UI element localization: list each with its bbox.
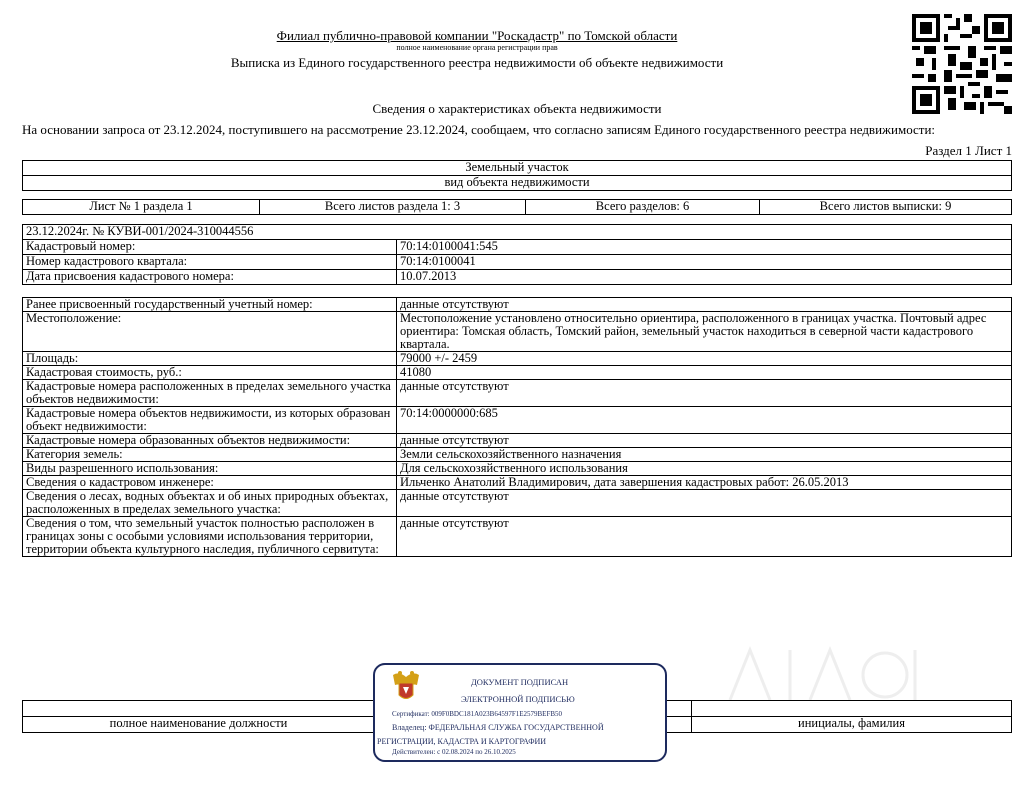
row-key: Местоположение: xyxy=(23,312,397,352)
stamp-owner-line-2: РЕГИСТРАЦИИ, КАДАСТРА И КАРТОГРАФИИ xyxy=(377,737,547,746)
stamp-line-2: ЭЛЕКТРОННОЙ ПОДПИСЬЮ xyxy=(461,694,575,704)
row-key: Категория земель: xyxy=(23,448,397,462)
row-value: 70:14:0000000:685 xyxy=(397,407,1012,434)
name-field xyxy=(692,701,1012,717)
row-value: 41080 xyxy=(397,366,1012,380)
org-caption: полное наименование органа регистрации прав xyxy=(396,43,558,52)
table-row xyxy=(23,462,1012,476)
row-value: 70:14:0100041 xyxy=(397,255,1012,270)
row-value: 70:14:0100041:545 xyxy=(397,240,1012,255)
row-value: Местоположение установлено относительно ориентира, расположенного в границах участка. Почтовый адрес ориентира: Томская область, Томский район, земельный участок находиться в северной части кадастрового квартала. xyxy=(397,312,1012,352)
object-kind-table xyxy=(22,160,1012,191)
stamp-owner-line-1: Владелец: ФЕДЕРАЛЬНАЯ СЛУЖБА ГОСУДАРСТВЕННОЙ xyxy=(392,723,604,732)
table-row xyxy=(23,490,1012,517)
properties-table xyxy=(22,297,1012,557)
row-key: Кадастровые номера образованных объектов недвижимости: xyxy=(23,434,397,448)
row-value: данные отсутствуют xyxy=(397,380,1012,407)
coat-of-arms-icon xyxy=(389,669,423,705)
position-field xyxy=(23,701,375,717)
row-key: Сведения о лесах, водных объектах и об иных природных объектах, расположенных в пределах земельного участка: xyxy=(23,490,397,517)
table-row xyxy=(23,517,1012,557)
row-value: Для сельскохозяйственного использования xyxy=(397,462,1012,476)
row-key: Виды разрешенного использования: xyxy=(23,462,397,476)
sheets-table xyxy=(22,199,1012,215)
org-name: Филиал публично-правовой компании "Роскадастр" по Томской области xyxy=(276,28,678,43)
row-value: 79000 +/- 2459 xyxy=(397,352,1012,366)
row-value: Земли сельскохозяйственного назначения xyxy=(397,448,1012,462)
stamp-line-1: ДОКУМЕНТ ПОДПИСАН xyxy=(471,677,569,687)
table-row xyxy=(23,312,1012,352)
name-caption: инициалы, фамилия xyxy=(692,717,1012,733)
object-kind-caption: вид объекта недвижимости xyxy=(23,176,1012,191)
row-value: 10.07.2013 xyxy=(397,270,1012,285)
row-value: данные отсутствуют xyxy=(397,490,1012,517)
table-row xyxy=(23,366,1012,380)
row-key: Кадастровый номер: xyxy=(23,240,397,255)
stamp-valid: Действителен: с 02.08.2024 по 26.10.2025 xyxy=(392,748,516,756)
extract-date-number: 23.12.2024г. № КУВИ-001/2024-310044556 xyxy=(23,225,1012,240)
table-row xyxy=(23,240,1012,255)
qr-code-icon xyxy=(912,14,1012,114)
row-key: Дата присвоения кадастрового номера: xyxy=(23,270,397,285)
stamp-certificate: Сертификат: 009F0BDC181A023B64597F1E2579BEFB50 xyxy=(392,710,563,718)
total-sections: Всего разделов: 6 xyxy=(526,200,760,215)
row-value: данные отсутствуют xyxy=(397,434,1012,448)
row-key: Кадастровая стоимость, руб.: xyxy=(23,366,397,380)
row-key: Площадь: xyxy=(23,352,397,366)
object-kind: Земельный участок xyxy=(23,161,1012,176)
table-row xyxy=(23,476,1012,490)
section-title: Сведения о характеристиках объекта недвижимости xyxy=(372,101,662,116)
row-key: Ранее присвоенный государственный учетный номер: xyxy=(23,298,397,312)
table-row xyxy=(23,434,1012,448)
section-sheet: Раздел 1 Лист 1 xyxy=(925,143,1012,158)
table-row xyxy=(23,270,1012,285)
row-key: Сведения о том, что земельный участок полностью расположен в границах зоны с особыми условиями использования территории, территории объекта культурного наследия, публичного сервитута: xyxy=(23,517,397,557)
table-row xyxy=(23,352,1012,366)
extract-title: Выписка из Единого государственного реестра недвижимости об объекте недвижимости xyxy=(230,55,724,70)
row-key: Кадастровые номера объектов недвижимости, из которых образован объект недвижимости: xyxy=(23,407,397,434)
total-extract-sheets: Всего листов выписки: 9 xyxy=(760,200,1012,215)
sheet-number: Лист № 1 раздела 1 xyxy=(23,200,260,215)
table-row xyxy=(23,255,1012,270)
position-caption: полное наименование должности xyxy=(23,717,375,733)
table-row xyxy=(23,380,1012,407)
table-row xyxy=(23,448,1012,462)
row-value: данные отсутствуют xyxy=(397,298,1012,312)
row-value: Ильченко Анатолий Владимирович, дата завершения кадастровых работ: 26.05.2013 xyxy=(397,476,1012,490)
request-basis: На основании запроса от 23.12.2024, поступившего на рассмотрение 23.12.2024, сообщаем, что согласно записям Единого государственного реестра недвижимости: xyxy=(22,122,936,137)
row-key: Сведения о кадастровом инженере: xyxy=(23,476,397,490)
row-key: Номер кадастрового квартала: xyxy=(23,255,397,270)
e-signature-stamp xyxy=(373,663,667,762)
main-table xyxy=(22,224,1012,285)
total-section-sheets: Всего листов раздела 1: 3 xyxy=(260,200,526,215)
table-row xyxy=(23,407,1012,434)
row-value: данные отсутствуют xyxy=(397,517,1012,557)
table-row xyxy=(23,298,1012,312)
row-key: Кадастровые номера расположенных в пределах земельного участка объектов недвижимости: xyxy=(23,380,397,407)
